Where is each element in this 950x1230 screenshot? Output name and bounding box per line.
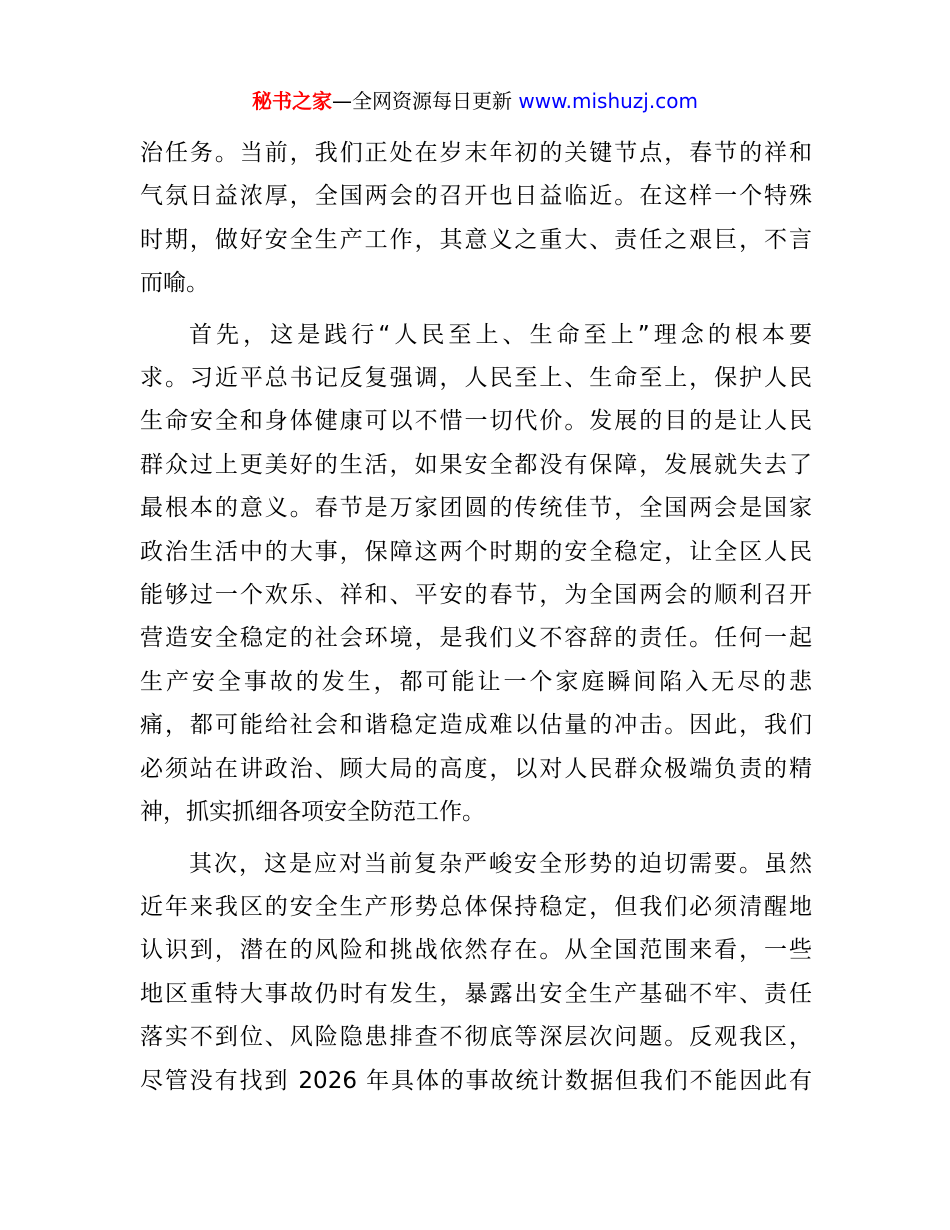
text-line: 营造安全稳定的社会环境，是我们义不容辞的责任。任何一起 <box>140 625 812 652</box>
text-line: 而喻。 <box>140 270 209 297</box>
text-line: 神，抓实抓细各项安全防范工作。 <box>140 799 485 826</box>
text-line: 群众过上更美好的生活，如果安全都没有保障，发展就失去了 <box>140 451 812 478</box>
text-line: 能够过一个欢乐、祥和、平安的春节，为全国两会的顺利召开 <box>140 582 812 609</box>
text-line: 痛，都可能给社会和谐稳定造成难以估量的冲击。因此，我们 <box>140 712 812 739</box>
text-line: 落实不到位、风险隐患排查不彻底等深层次问题。反观我区， <box>140 1024 812 1051</box>
site-tagline: —全网资源每日更新 <box>332 89 513 113</box>
text-line: 政治生活中的大事，保障这两个时期的安全稳定，让全区人民 <box>140 538 812 565</box>
text-line: 地区重特大事故仍时有发生，暴露出安全生产基础不牢、责任 <box>140 980 812 1007</box>
text-line: 生产安全事故的发生，都可能让一个家庭瞬间陷入无尽的悲 <box>140 668 812 695</box>
text-line: 治任务。当前，我们正处在岁末年初的关键节点，春节的祥和 <box>140 140 812 166</box>
site-brand: 秘书之家 <box>252 89 333 113</box>
text-line: 时期，做好安全生产工作，其意义之重大、责任之艰巨，不言 <box>140 226 812 253</box>
text-line: 认识到，潜在的风险和挑战依然存在。从全国范围来看，一些 <box>140 937 812 964</box>
paragraph-1 <box>140 132 812 306</box>
text-line: 首先，这是践行“人民至上、生命至上”理念的根本要 <box>189 321 812 348</box>
site-header <box>0 86 950 116</box>
text-line: 尽管没有找到 2026 年具体的事故统计数据但我们不能因此有 <box>140 1067 812 1094</box>
text-line: 气氛日益浓厚，全国两会的召开也日益临近。在这样一个特殊 <box>140 183 812 210</box>
text-line: 近年来我区的安全生产形势总体保持稳定，但我们必须清醒地 <box>140 893 812 920</box>
text-line: 最根本的意义。春节是万家团圆的传统佳节，全国两会是国家 <box>140 495 812 522</box>
text-line: 求。习近平总书记反复强调，人民至上、生命至上，保护人民 <box>140 365 812 392</box>
paragraph-3 <box>140 843 812 1103</box>
text-line: 其次，这是应对当前复杂严峻安全形势的迫切需要。虽然 <box>189 850 812 877</box>
text-line: 必须站在讲政治、顾大局的高度，以对人民群众极端负责的精 <box>140 755 812 782</box>
site-url-link[interactable]: www.mishuzj.com <box>518 89 698 113</box>
document-body <box>140 132 812 1111</box>
text-line: 生命安全和身体健康可以不惜一切代价。发展的目的是让人民 <box>140 408 812 435</box>
paragraph-2 <box>140 314 812 835</box>
